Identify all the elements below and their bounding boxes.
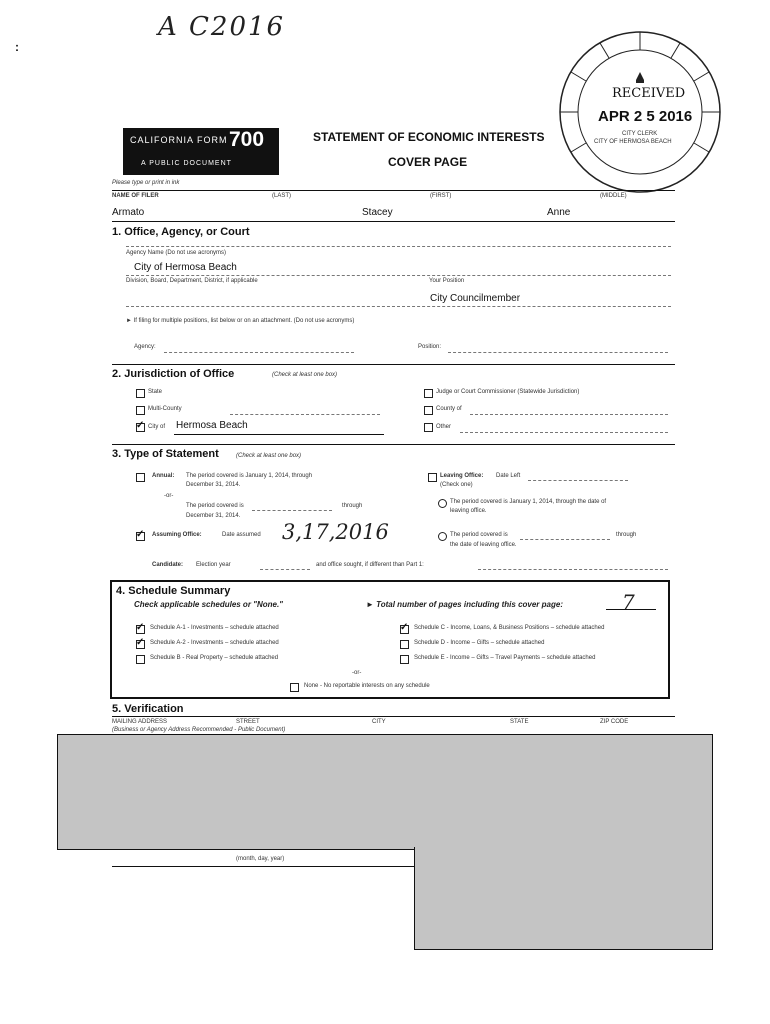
label-city-of: City of [148,424,166,430]
field-line [520,539,610,540]
leaving-option-2-through: through [616,532,637,538]
assuming-office-checkbox[interactable] [136,532,145,541]
label-city: CITY [372,719,386,725]
city-checkbox[interactable] [136,423,145,432]
stamp-city-clerk: CITY CLERK [622,131,658,137]
label-agency-name: Agency Name (Do not use acronyms) [126,250,227,256]
form-number: 700 [229,128,265,151]
label-other: Other [436,424,452,430]
field-line [606,609,656,610]
redaction-block-upper [57,734,713,850]
label-annual: Annual: [152,473,175,479]
stamp-date: APR 2 5 2016 [598,108,693,125]
annual-text-2: December 31, 2014. [186,482,241,488]
form-title: STATEMENT OF ECONOMIC INTERESTS [313,130,545,144]
field-line [470,414,668,415]
period-text-1: The period covered is [186,503,244,509]
field-line [448,352,668,353]
total-pages-label: ► Total number of pages including this cover page: [366,600,563,609]
label-judge: Judge or Court Commissioner (Statewide Jurisdiction) [436,389,580,395]
schedule-e-checkbox[interactable] [400,655,409,664]
field-line [126,275,671,276]
label-agency: Agency: [134,344,156,350]
label-zip-code: ZIP CODE [600,719,629,725]
none-label: None - No reportable interests on any schedule [304,683,430,689]
label-position-2: Position: [418,344,442,350]
address-note: (Business or Agency Address Recommended - Public Document) [112,727,286,733]
label-mailing-address: MAILING ADDRESS [112,719,168,725]
filer-middle-name[interactable]: Anne [547,207,571,218]
field-line [252,510,332,511]
margin-mark: : [15,40,19,54]
schedule-d-checkbox[interactable] [400,640,409,649]
label-leaving-office: Leaving Office: [440,473,484,479]
label-date-assumed: Date assumed [222,532,261,538]
leaving-option-2-radio[interactable] [438,532,447,541]
leaving-option-2-text: The period covered is [450,532,508,538]
divider [112,221,675,222]
leaving-option-1-text-2: leaving office. [450,508,487,514]
label-first: (FIRST) [430,193,452,199]
schedule-a2-checkbox[interactable] [136,640,145,649]
divider [112,364,675,365]
county-checkbox[interactable] [424,406,433,415]
section4-title: 4. Schedule Summary [116,585,231,597]
annual-or: -or- [164,493,174,499]
leaving-option-1-text: The period covered is January 1, 2014, through the date of [450,499,607,505]
section1-title: 1. Office, Agency, or Court [112,226,250,238]
redaction-join [415,846,710,849]
field-line [230,414,380,415]
other-checkbox[interactable] [424,423,433,432]
label-county-of: County of [436,406,462,412]
agency-name-value[interactable]: City of Hermosa Beach [134,262,237,273]
section2-title: 2. Jurisdiction of Office [112,368,235,380]
none-checkbox[interactable] [290,683,299,692]
form-subtitle: COVER PAGE [388,155,468,169]
section3-note: (Check at least one box) [236,453,302,459]
judge-checkbox[interactable] [424,389,433,398]
check-one-note: (Check one) [440,482,473,488]
redaction-block-lower [414,847,713,950]
position-value[interactable]: City Councilmember [430,293,521,304]
state-checkbox[interactable] [136,389,145,398]
schedule-or: -or- [352,670,362,676]
label-name-of-filer: NAME OF FILER [112,193,159,199]
label-election-year: Election year [196,562,231,568]
period-text-2: December 31, 2014. [186,513,241,519]
signature-line [112,866,414,867]
filer-first-name[interactable]: Stacey [362,207,393,218]
section3-title: 3. Type of Statement [112,448,219,460]
schedule-a1-label: Schedule A-1 - Investments – schedule attached [150,625,279,631]
leaving-office-checkbox[interactable] [428,473,437,482]
period-through: through [342,503,363,509]
label-month-day-year: (month, day, year) [236,856,285,862]
field-line [164,352,354,353]
label-middle: (MIDDLE) [600,193,627,199]
schedule-c-checkbox[interactable] [400,625,409,634]
divider [112,444,675,445]
section5-title: 5. Verification [112,703,184,715]
form-badge-line2: A PUBLIC DOCUMENT [141,160,232,167]
schedule-c-label: Schedule C - Income, Loans, & Business Positions – schedule attached [414,625,605,631]
multiple-positions-note: ► If filing for multiple positions, list below or on an attachment. (Do not use acronyms) [126,318,355,324]
field-line [126,246,671,247]
label-multi-county: Multi-County [148,406,182,412]
section4-check-text: Check applicable schedules or "None." [134,600,283,609]
schedule-a2-label: Schedule A-2 - Investments – schedule attached [150,640,279,646]
instruction-ink: Please type or print in ink [112,180,180,186]
label-candidate: Candidate: [152,562,184,568]
stamp-received-label: RECEIVED [612,86,686,101]
label-date-left: Date Left [496,473,521,479]
received-stamp [556,28,724,196]
divider [112,190,675,191]
label-office-sought: and office sought, if different than Part 1: [316,562,424,568]
field-line [174,434,384,435]
total-pages-value[interactable]: 7 [622,590,635,614]
label-state: State [148,389,163,395]
label-assuming-office: Assuming Office: [152,532,202,538]
city-value[interactable]: Hermosa Beach [176,420,248,431]
annual-checkbox[interactable] [136,473,145,482]
handwritten-annotation: A C2016 [158,12,286,42]
form-badge [123,128,279,175]
label-division: Division, Board, Department, District, if applicable [126,278,258,284]
label-last: (LAST) [272,193,292,199]
schedule-a1-checkbox[interactable] [136,625,145,634]
form-badge-line1: CALIFORNIA FORM [130,135,228,145]
divider [112,716,675,717]
label-state: STATE [510,719,529,725]
field-line [460,432,668,433]
section2-note: (Check at least one box) [272,372,338,378]
field-line [528,480,628,481]
field-line [478,569,668,570]
schedule-b-label: Schedule B - Real Property – schedule attached [150,655,279,661]
date-assumed-value[interactable]: 3,17,2016 [282,520,389,544]
stamp-city: CITY OF HERMOSA BEACH [594,139,672,145]
annual-text-1: The period covered is January 1, 2014, through [186,473,313,479]
schedule-d-label: Schedule D - Income – Gifts – schedule attached [414,640,545,646]
leaving-option-2-text-2: the date of leaving office. [450,542,517,548]
schedule-e-label: Schedule E - Income – Gifts – Travel Payments – schedule attached [414,655,596,661]
label-street: STREET [236,719,260,725]
schedule-b-checkbox[interactable] [136,655,145,664]
leaving-option-1-radio[interactable] [438,499,447,508]
field-line [260,569,310,570]
field-line [126,306,671,307]
multi-county-checkbox[interactable] [136,406,145,415]
label-position: Your Position [429,278,465,284]
filer-last-name[interactable]: Armato [112,207,145,218]
